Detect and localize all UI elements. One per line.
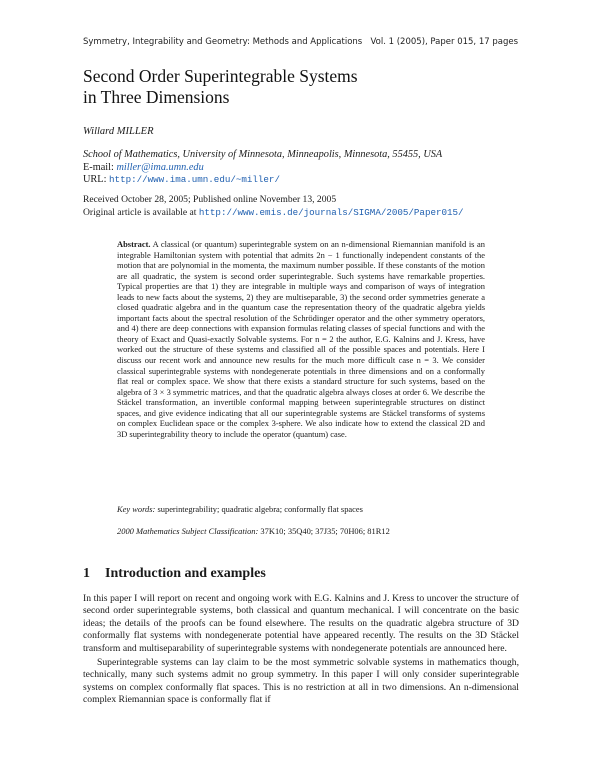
title-line-2: in Three Dimensions (83, 87, 230, 107)
volume-info: Vol. 1 (2005), Paper 015, 17 pages (370, 37, 518, 47)
url-label: URL: (83, 174, 107, 185)
running-head (83, 37, 518, 47)
original-label: Original article is available at (83, 206, 197, 218)
paragraph: Superintegrable systems can lay claim to be the most symmetric solvable systems in mathematics though, technically, many such systems admit no group symmetry. In this paper I will only consider superintegrable systems on complex conformally flat spaces. This is no restriction at all in two dimensions. An n-dimensional complex Riemannian space is conformally flat if (83, 657, 519, 706)
section-number: 1 (83, 566, 90, 581)
url-line (83, 174, 442, 187)
original-line (83, 207, 464, 220)
homepage-link[interactable]: http://www.ima.umn.edu/~miller/ (109, 174, 280, 185)
institution: School of Mathematics, University of Minnesota, Minneapolis, Minnesota, 55455, USA (83, 149, 443, 160)
email-line (83, 162, 442, 175)
msc-label: 2000 Mathematics Subject Classification: (117, 526, 259, 536)
msc-classification (117, 526, 485, 537)
keywords-label: Key words: (117, 504, 156, 514)
original-article-link[interactable]: http://www.emis.de/journals/SIGMA/2005/Paper015/ (198, 206, 464, 218)
section-title: Introduction and examples (105, 566, 266, 581)
abstract-text: A classical (or quantum) superintegrable system on an n-dimensional Riemannian manifold is an integrable Hamiltonian system with potential that admits 2n − 1 functionally independent constants of the motion that are polynomial in the momenta, the maximum number possible. If these constants of the motion are all quadratic, the system is second order superintegrable. Such systems have remarkable properties. Typical properties are that 1) they are integrable in multiple ways and comparison of ways of integration leads to new facts about the systems, 2) they are multiseparable, 3) the second order symmetries generate a closed quadratic algebra and in the quantum case the representation theory of the quadratic algebra yields important facts about the spectral resolution of the Schrödinger operator and the other symmetry operators, and 4) there are deep connections with expansion formulas relating classes of special functions and with the theory of Exact and Quasi-exactly Solvable systems. For n = 2 the author, E.G. Kalnins and J. Kress, have worked out the structure of these systems and classified all of the possible spaces and potentials. Here I discuss our recent work and announce new results for the much more difficult case n = 3. We consider classical superintegrable systems with nondegenerate potentials in three dimensions and on a conformally flat real or complex space. We show that there exists a standard structure for such systems, based on the algebra of 3 × 3 symmetric matrices, and that the quadratic algebra always closes at order 6. We describe the Stäckel transformation, an invertible conformal mapping between superintegrable structures on distinct spaces, and give evidence indicating that all our superintegrable systems are Stäckel transforms of systems on complex Euclidean space or the complex 3-sphere. We also indicate how to extend the classical 2D and 3D superintegrability theory to include the operator (quantum) case. (117, 239, 485, 439)
keywords (117, 504, 485, 515)
title-line-1: Second Order Superintegrable Systems (83, 66, 358, 86)
email-label: E-mail: (83, 161, 114, 173)
author-name: Willard MILLER (83, 126, 154, 137)
email-link[interactable]: miller@ima.umn.edu (116, 161, 204, 173)
received-line: Received October 28, 2005; Published online November 13, 2005 (83, 194, 337, 205)
publication-dates (83, 194, 464, 219)
keywords-text: superintegrability; quadratic algebra; conformally flat spaces (157, 504, 363, 514)
body-text (83, 593, 519, 707)
journal-name: Symmetry, Integrability and Geometry: Methods and Applications (83, 37, 363, 47)
paper-title (83, 66, 358, 108)
msc-codes: 37K10; 35Q40; 37J35; 70H06; 81R12 (260, 526, 390, 536)
affiliation-block (83, 149, 442, 187)
section-heading (83, 566, 266, 582)
paragraph: In this paper I will report on recent and ongoing work with E.G. Kalnins and J. Kress to uncover the structure of second order superintegrable systems, both classical and quantum mechanical. I will concentrate on the basic ideas; the details of the proofs can be found elsewhere. The results on the quadratic algebra structure of 3D conformally flat systems with nondegenerate potential have appeared recently. The results on the 3D Stäckel transform and multiseparability of superintegrable systems with nondegenerate potentials are announced here. (83, 593, 519, 654)
abstract (117, 239, 485, 439)
abstract-label: Abstract. (117, 239, 151, 249)
